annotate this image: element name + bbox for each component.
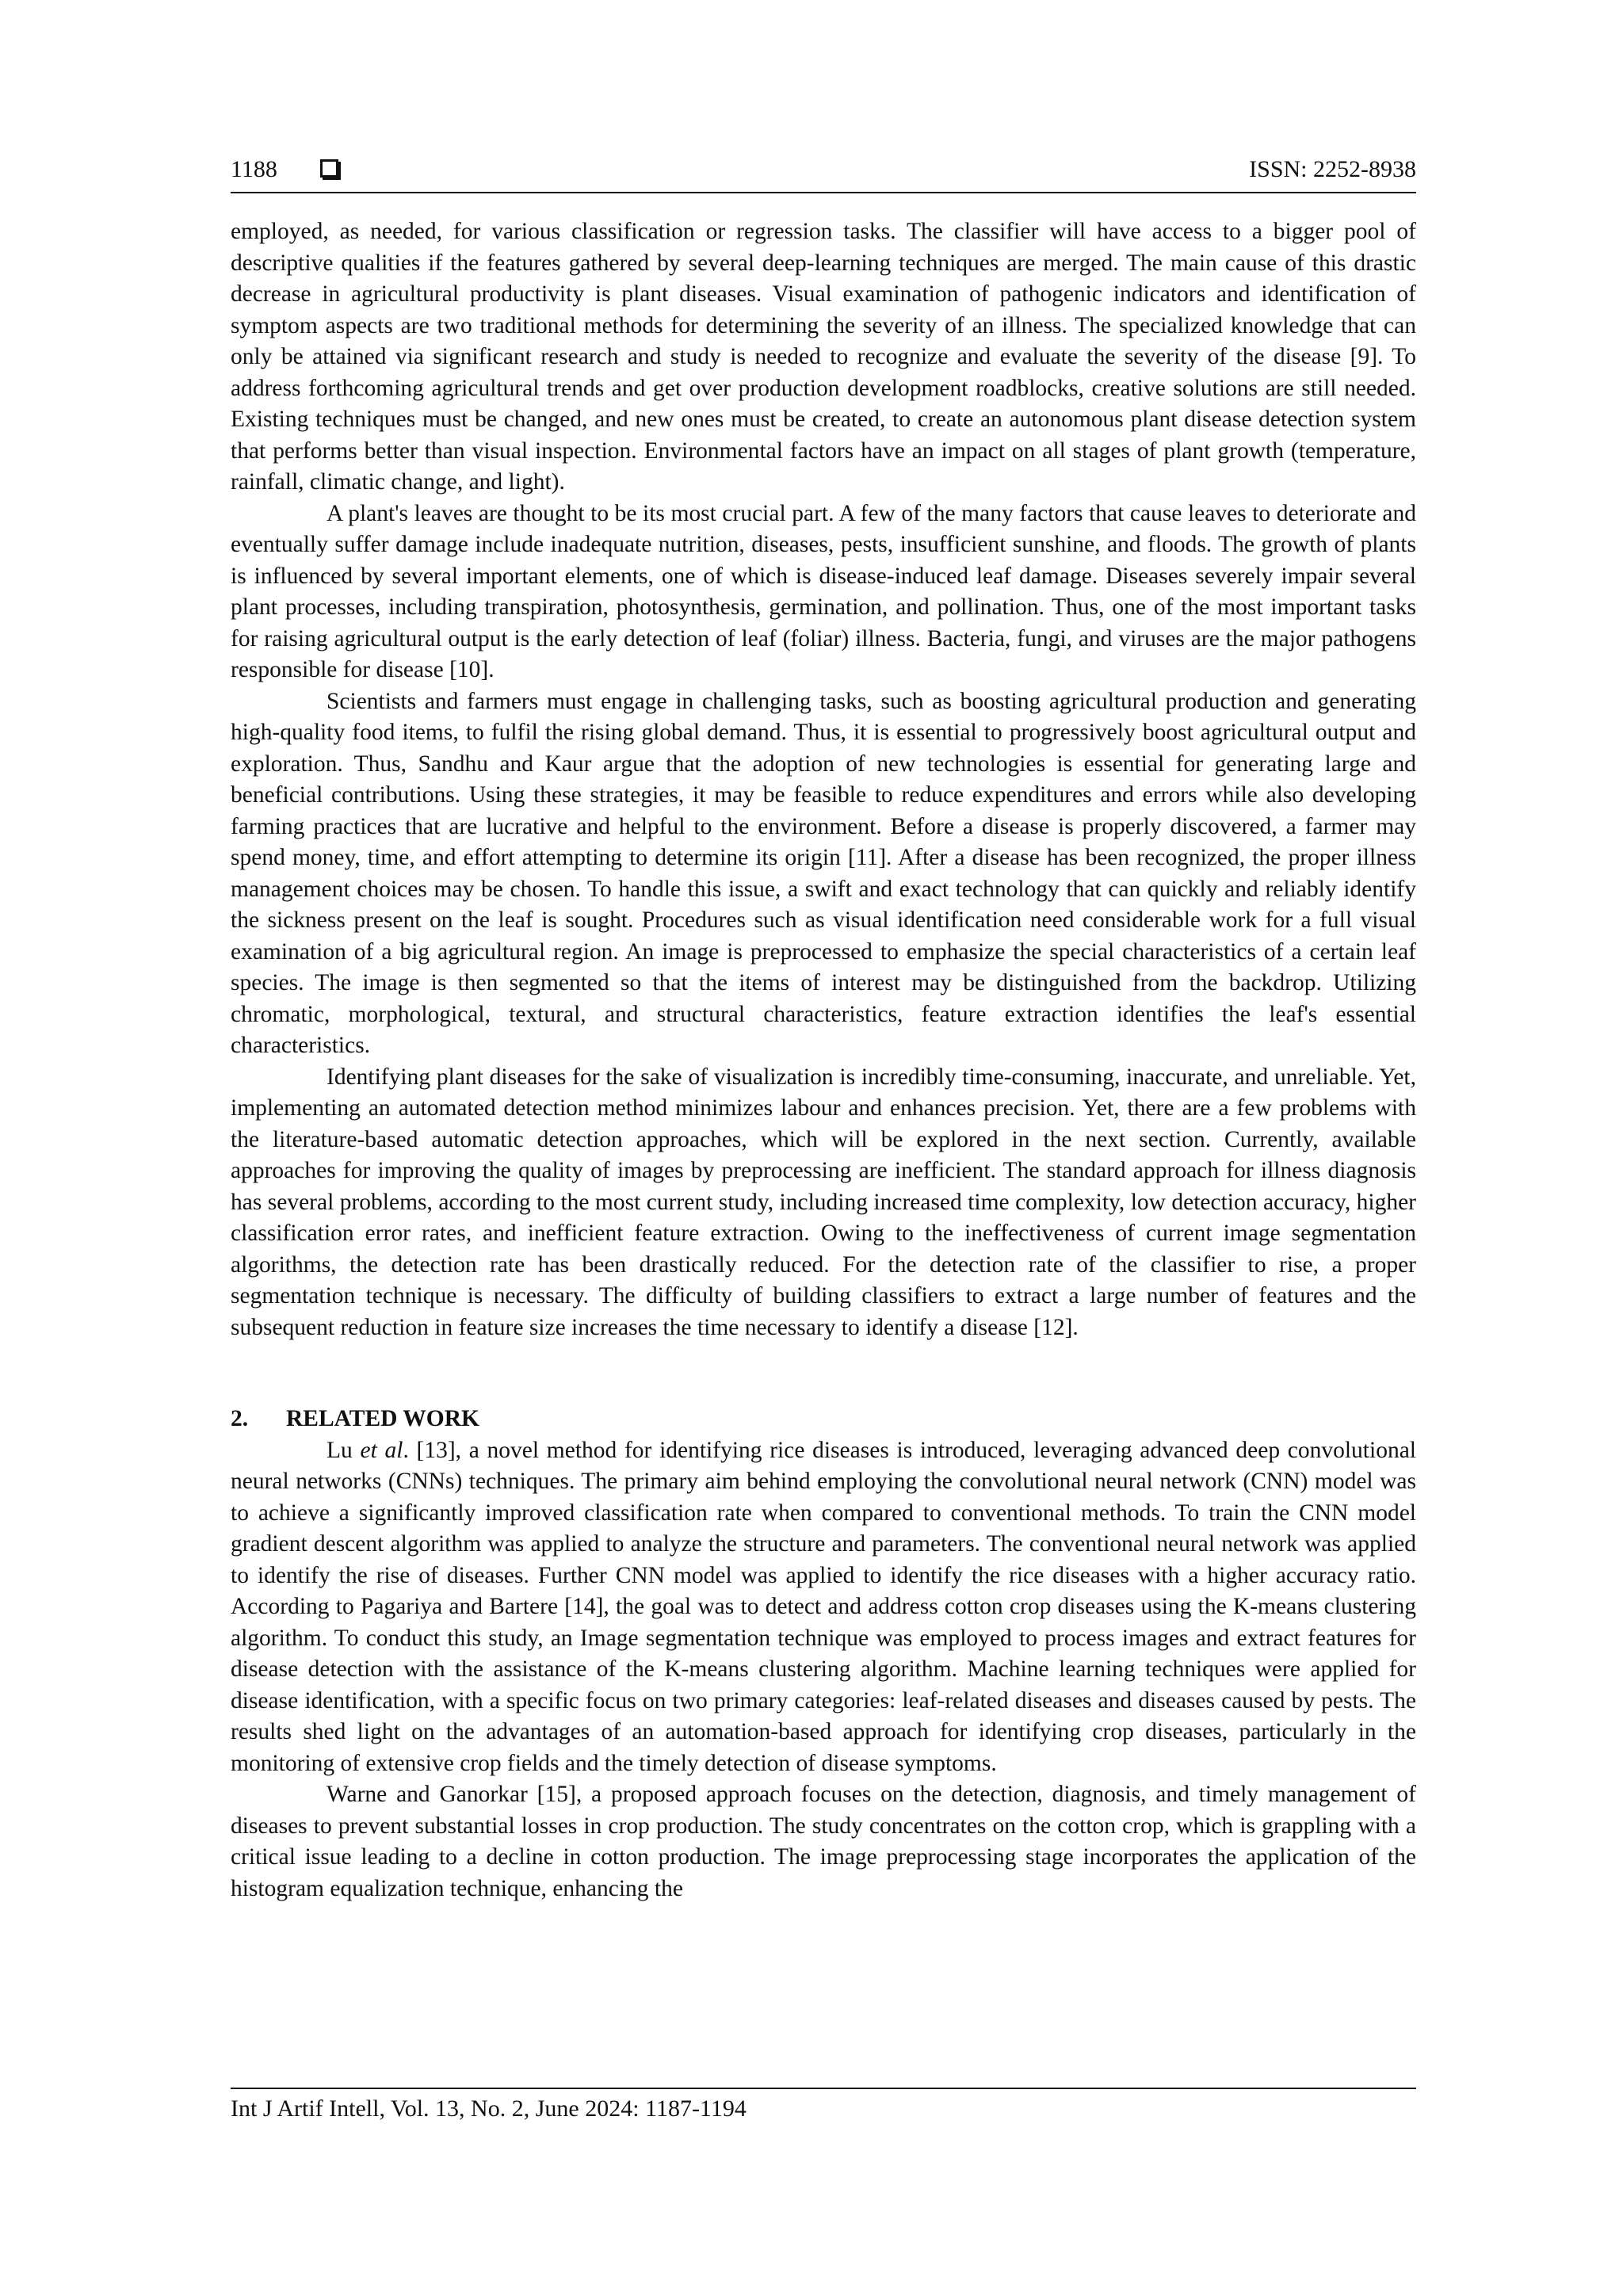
- body-text: [231, 216, 1416, 1904]
- issn-label: ISSN: 2252-8938: [1249, 156, 1416, 182]
- paragraph-lu: [231, 1435, 1416, 1780]
- paragraph-identifying: Identifying plant diseases for the sake of visualization is incredibly time-consuming, inaccurate, and unreliable. Yet, implementing an automated detection method minimizes labour and enhances precision. Yet, there are a few problems with the literature-based automatic detection approaches, which will be explored in the next section. Currently, available approaches for improving the quality of images by preprocessing are inefficient. The standard approach for illness diagnosis has several problems, according to the most current study, including increased time complexity, low detection accuracy, higher classification error rates, and inefficient feature extraction. Owing to the ineffectiveness of current image segmentation algorithms, the detection rate has been drastically reduced. For the detection rate of the classifier to rise, a proper segmentation technique is necessary. The difficulty of building classifiers to extract a large number of features and the subsequent reduction in feature size increases the time necessary to identify a disease [12].: [231, 1064, 1416, 1340]
- section-title: RELATED WORK: [286, 1406, 479, 1431]
- footer-rule: [231, 2088, 1416, 2089]
- paragraph-scientists: Scientists and farmers must engage in challenging tasks, such as boosting agricultural production and generating high-quality food items, to fulfil the rising global demand. Thus, it is essential to progressively boost agricultural output and exploration. Thus, Sandhu and Kaur argue that the adoption of new technologies is essential for generating large and beneficial contributions. Using these strategies, it may be feasible to reduce expenditures and errors while also developing farming practices that are lucrative and helpful to the environment. Before a disease is properly discovered, a farmer may spend money, time, and effort attempting to determine its origin [11]. After a disease has been recognized, the proper illness management choices may be chosen. To handle this issue, a swift and exact technology that can quickly and reliably identify the sickness present on the leaf is sought. Procedures such as visual identification need considerable work for a full visual examination of a big agricultural region. An image is preprocessed to emphasize the special characteristics of a certain leaf species. The image is then segmented so that the items of interest may be distinguished from the backdrop. Utilizing chromatic, morphological, textural, and structural characteristics, feature extraction identifies the leaf's essential characteristics.: [231, 688, 1416, 1058]
- paragraph-lu-rest: . [13], a novel method for identifying rice diseases is introduced, leveraging advanced deep convolutional neural networks (CNNs) techniques. The primary aim behind employing the convolutional neural network (CNN) model was to achieve a significantly improved classification rate when compared to conventional methods. To train the CNN model gradient descent algorithm was applied to analyze the structure and parameters. The conventional neural network was applied to identify the rise of diseases. Further CNN model was applied to identify the rice diseases with a higher accuracy ratio. According to Pagariya and Bartere [14], the goal was to detect and address cotton crop diseases using the K-means clustering algorithm. To conduct this study, an Image segmentation technique was employed to process images and extract features for disease detection with the assistance of the K-means clustering algorithm. Machine learning techniques were applied for disease identification, with a specific focus on two primary categories: leaf-related diseases and diseases caused by pests. The results shed light on the advantages of an automation-based approach for identifying crop diseases, particularly in the monitoring of extensive crop fields and the timely detection of disease symptoms.: [231, 1437, 1416, 1776]
- et-al: et al: [360, 1437, 403, 1463]
- author-name: Lu: [327, 1437, 361, 1463]
- header-rule: [231, 192, 1416, 193]
- journal-citation: Int J Artif Intell, Vol. 13, No. 2, June 2024: 1187-1194: [231, 2095, 747, 2122]
- square-bullet-icon: [320, 159, 338, 178]
- section-heading-related-work: [231, 1404, 1416, 1435]
- paragraph-leaves: A plant's leaves are thought to be its most crucial part. A few of the many factors that cause leaves to deteriorate and eventually suffer damage include inadequate nutrition, diseases, pests, insufficient sunshine, and floods. The growth of plants is influenced by several important elements, one of which is disease-induced leaf damage. Diseases severely impair several plant processes, including transpiration, photosynthesis, germination, and pollination. Thus, one of the most important tasks for raising agricultural output is the early detection of leaf (foliar) illness. Bacteria, fungi, and viruses are the major pathogens responsible for disease [10].: [231, 500, 1416, 682]
- paragraph-continued: employed, as needed, for various classification or regression tasks. The classifier will have access to a bigger pool of descriptive qualities if the features gathered by several deep-learning techniques are merged. The main cause of this drastic decrease in agricultural productivity is plant diseases. Visual examination of pathogenic indicators and identification of symptom aspects are two traditional methods for determining the severity of an illness. The specialized knowledge that can only be attained via significant research and study is needed to recognize and evaluate the severity of the disease [9]. To address forthcoming agricultural trends and get over production development roadblocks, creative solutions are still needed. Existing techniques must be changed, and new ones must be created, to create an autonomous plant disease detection system that performs better than visual inspection. Environmental factors have an impact on all stages of plant growth (temperature, rainfall, climatic change, and light).: [231, 219, 1416, 495]
- page-number: 1188: [231, 156, 277, 182]
- running-header: [231, 155, 1416, 190]
- section-number: 2.: [231, 1406, 249, 1431]
- paragraph-warne: Warne and Ganorkar [15], a proposed approach focuses on the detection, diagnosis, and timely management of diseases to prevent substantial losses in crop production. The study concentrates on the cotton crop, which is grappling with a critical issue leading to a decline in cotton production. The image preprocessing stage incorporates the application of the histogram equalization technique, enhancing the: [231, 1782, 1416, 1901]
